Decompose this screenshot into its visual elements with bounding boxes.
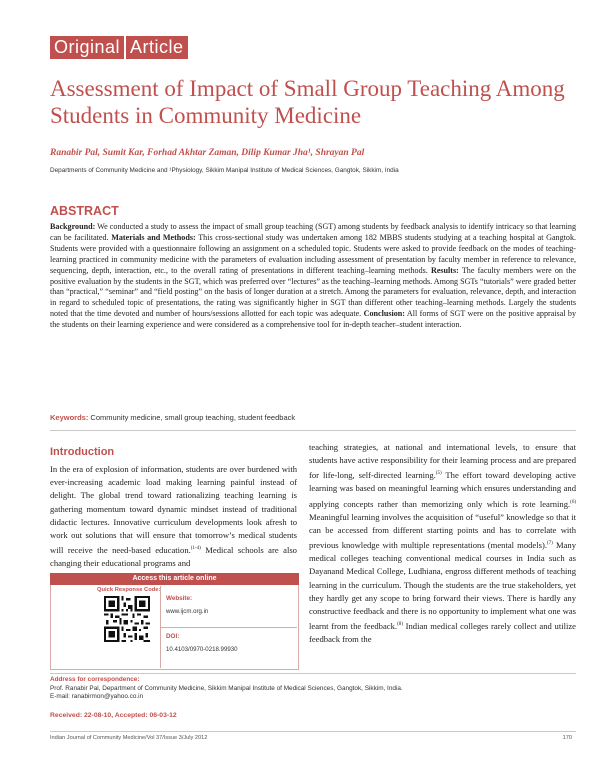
access-box [50, 573, 299, 670]
page-footer [50, 735, 572, 741]
keywords-text: Community medicine, small group teaching, student feedback [88, 413, 296, 422]
correspondence-address: Prof. Ranabir Pal, Department of Community Medicine, Sikkim Manipal Institute of Medical Sciences, Gangtok, Sikkim, India. [50, 684, 403, 692]
correspondence-divider [50, 673, 576, 674]
doi-value[interactable]: 10.4103/0970-0218.99930 [166, 646, 238, 653]
ref-8: (8) [397, 622, 403, 628]
received-accepted-dates: Received: 22-08-10, Accepted: 06-03-12 [50, 712, 177, 719]
background-text: We conducted a study to assess the impact of small group teaching (SGT) among students by feedback analysis to identify intricacy so that learning can be facilitated. [50, 222, 576, 242]
correspondence-email[interactable]: E-mail: ranabirmon@yahoo.co.in [50, 693, 144, 700]
doi-label: DOI: [166, 633, 180, 640]
correspondence-label: Address for correspondence: [50, 676, 140, 683]
conclusion-text: All forms of SGT were on the positive appraisal by the students on their learning experience and were considered as a comprehensive tool for in-depth teacher–student interaction. [50, 309, 576, 330]
ref-5: (5) [435, 471, 442, 477]
keywords [50, 413, 295, 422]
intro-right-p2: The effort toward developing active learning was based on meaningful learning which ensures understanding and applying concepts rather than memorizing only which is rote learning. [309, 470, 576, 509]
badge-word-article: Article [126, 36, 188, 59]
affiliation: Departments of Community Medicine and ¹Physiology, Sikkim Manipal Institute of Medical Sciences, Gangtok, Sikkim, India [50, 167, 399, 174]
intro-right-p4: Many medical colleges teaching conventional medical courses in India such as Dayanand Medical College, Ludhiana, engross different methods of teaching learning in the curriculum. Though the students are the true stakeholders, yet they hardly get any scope to bring forward their views. There is hardly any constructive feedback and there is no opportunity to implement what one was learnt from the feedback. [309, 540, 577, 632]
results-text: The faculty members were on the positive evaluation by the students in the SGT, which was preferred over “lectures” as the teaching–learning methods. Among SGTs “tutorials” were graded better than “practical,” “seminar” and “field posting” on the basis of longer duration at a stretch. Among the parameters for evaluation, relevance, depth, and interaction in regard to scheduled topic of presentations, the rating was significantly higher in SGT than different other teaching–learning methods. Largely the students noted that the time devoted and number of hours/sessions allotted for each topic was adequate. [50, 265, 576, 319]
intro-left-text-2: Medical schools are also changing their educational programs and [50, 545, 297, 569]
intro-left-text: In the era of explosion of information, students are over burdened with ever-increasing academic load making learning painful instead of delight. The global trend toward rationalizing teaching learning is gathering momentum toward dynamic mindset instead of traditional didactic lectures. Innovative curriculum developments look afresh to work out solutions that will ensure that tomorrow’s medical students will receive the need-based education. [50, 464, 297, 556]
access-box-divider-2 [160, 627, 297, 628]
introduction-heading: Introduction [50, 446, 115, 458]
correspondence [50, 676, 576, 702]
journal-citation: Indian Journal of Community Medicine/Vol 37/Issue 3/July 2012 [50, 735, 208, 741]
website-link[interactable]: www.ijcm.org.in [166, 608, 209, 615]
page-number: 170 [562, 735, 572, 741]
article-type-badge [50, 36, 188, 59]
qr-code-icon [104, 596, 150, 642]
methods-text: This cross-sectional study was undertaken among 182 MBBS students studying at a teaching hospital at Gangtok. Students were provided with a questionnaire following an assignment on a scheduled topic. Students were asked to provide feedback on the modes of teaching-learning practiced in community medicine with the parameters of evaluation including assessment of presentation by faculty member in reference to relevance, sequencing, depth, interaction, etc., to the overall rating of presentations in different teaching–learning methods. [50, 232, 577, 275]
qr-code-label: Quick Response Code: [97, 587, 161, 593]
intro-right-column [309, 441, 576, 646]
section-divider [50, 430, 576, 431]
ref-6: (6) [570, 499, 576, 505]
ref-7: (7) [547, 541, 553, 547]
abstract-body [50, 222, 576, 331]
article-title: Assessment of Impact of Small Group Teaching Among Students in Community Medicine [50, 76, 565, 128]
background-label: Background: [50, 222, 96, 231]
author-list: Ranabir Pal, Sumit Kar, Forhad Akhtar Zaman, Dilip Kumar Jha¹, Shrayan Pal [50, 148, 365, 158]
intro-right-p5: Indian medical colleges rarely collect and utilize feedback from the [309, 621, 576, 645]
intro-right-p1: teaching strategies, at national and international levels, to ensure that students have active responsibility for their learning process and are prepared for life-long, self-directed learning. [309, 442, 576, 481]
results-label: Results: [430, 265, 459, 275]
conclusion-label: Conclusion: [363, 309, 405, 319]
ref-1-4: (1-4) [190, 546, 201, 552]
badge-word-original: Original [50, 36, 124, 59]
website-label: Website: [166, 595, 193, 602]
intro-right-p3: Meaningful learning involves the acquisition of “useful” knowledge so that it can be accessed from different starting points and has to correlate with previous knowledge with multiple representations (mental models). [309, 511, 576, 550]
methods-label: Materials and Methods: [111, 232, 196, 242]
access-box-heading: Access this article online [50, 573, 299, 585]
intro-left-column [50, 463, 297, 570]
abstract-heading: ABSTRACT [50, 204, 119, 218]
keywords-label: Keywords: [50, 413, 89, 422]
footer-divider [50, 731, 576, 732]
